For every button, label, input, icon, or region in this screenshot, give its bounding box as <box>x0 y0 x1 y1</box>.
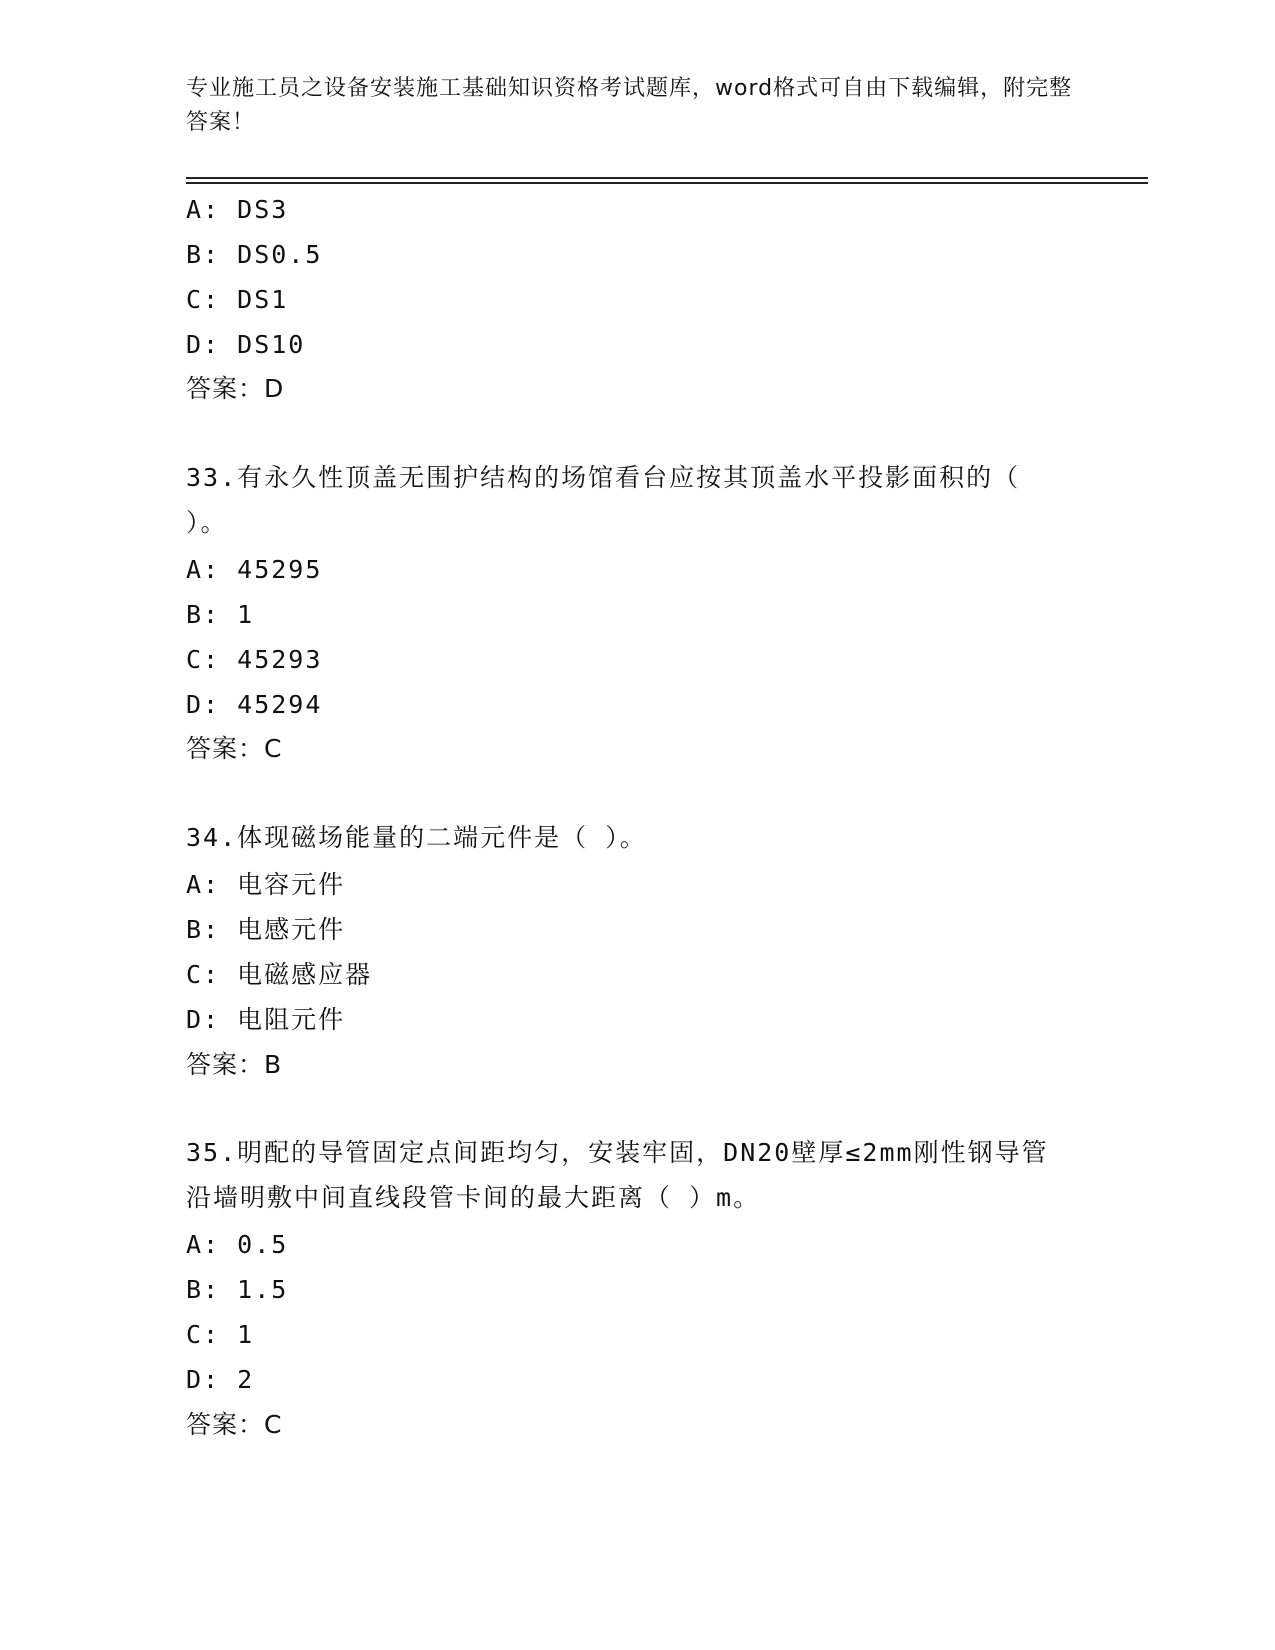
q34-option-c: C: 电磁感应器 <box>186 960 373 989</box>
q35-option-b: B: 1.5 <box>186 1275 289 1304</box>
q32-answer: 答案：D <box>186 374 285 403</box>
q33-option-a: A: 45295 <box>186 555 323 584</box>
q32-option-c: C: DS1 <box>186 285 289 314</box>
q35-answer: 答案：C <box>186 1410 283 1439</box>
q34-option-b: B: 电感元件 <box>186 915 346 944</box>
header-divider-bottom <box>186 182 1148 184</box>
q35-question: 35.明配的导管固定点间距均匀，安装牢固，DN20壁厚≤2mm刚性钢导管沿墙明敷中间直线段管卡间的最大距离（ ）m。 <box>186 1138 1049 1212</box>
q35-option-a: A: 0.5 <box>186 1230 289 1259</box>
header-divider-top <box>186 177 1148 179</box>
q32-option-d: D: DS10 <box>186 330 306 359</box>
q35-option-c: C: 1 <box>186 1320 255 1349</box>
page-header: 专业施工员之设备安装施工基础知识资格考试题库，word格式可自由下载编辑，附完整答案！ <box>186 76 1073 135</box>
q33-answer: 答案：C <box>186 734 283 763</box>
q35-option-d: D: 2 <box>186 1365 255 1394</box>
q33-question: 33.有永久性顶盖无围护结构的场馆看台应按其顶盖水平投影面积的（ ）。 <box>186 463 1021 537</box>
q33-option-c: C: 45293 <box>186 645 323 674</box>
q34-answer: 答案：B <box>186 1050 283 1079</box>
q34-option-d: D: 电阻元件 <box>186 1005 346 1034</box>
q34-question: 34.体现磁场能量的二端元件是（ ）。 <box>186 823 647 852</box>
q34-option-a: A: 电容元件 <box>186 870 346 899</box>
q32-option-b: B: DS0.5 <box>186 240 323 269</box>
q33-option-b: B: 1 <box>186 600 255 629</box>
q32-option-a: A: DS3 <box>186 195 289 224</box>
q33-option-d: D: 45294 <box>186 690 323 719</box>
